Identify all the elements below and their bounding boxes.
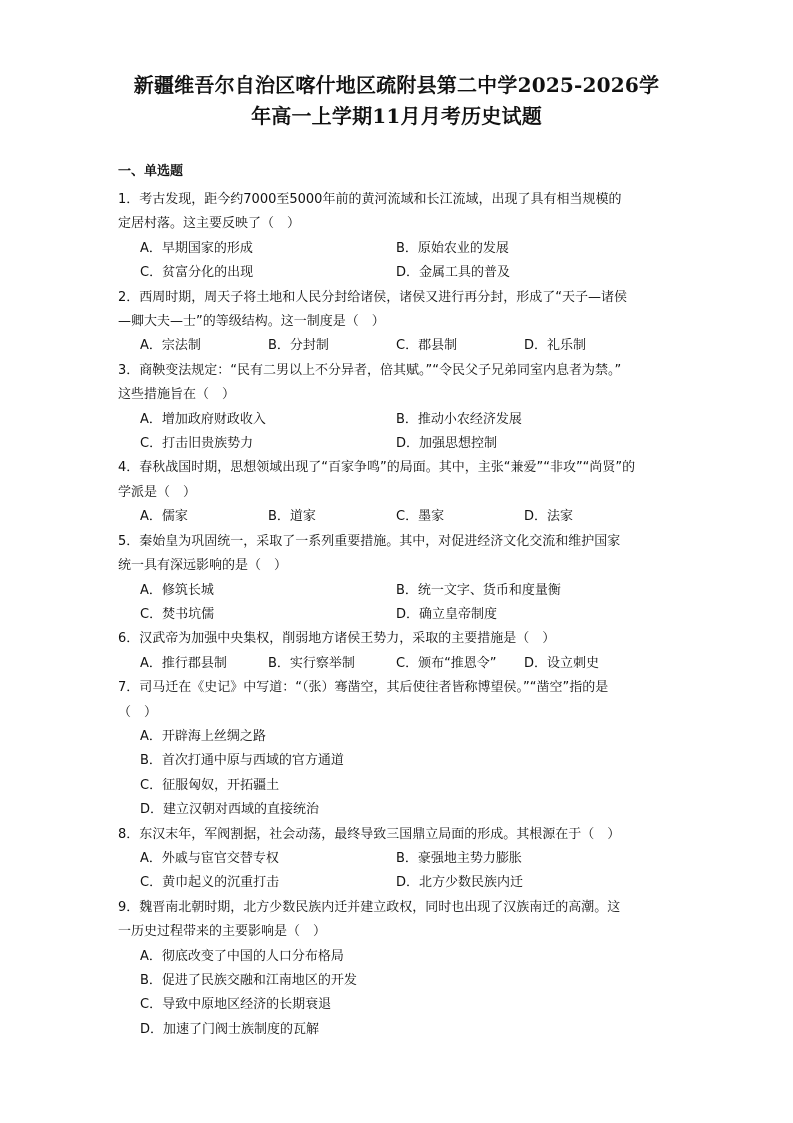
option-b: B．实行察举制 <box>268 655 355 671</box>
question-stem-line: （ ） <box>118 704 158 720</box>
question-stem-line: 9．魏晋南北朝时期，北方少数民族内迁并建立政权，同时也出现了汉族南迁的高潮。这 <box>118 899 621 915</box>
question-stem-line: 定居村落。这主要反映了（ ） <box>118 216 301 232</box>
question-2 <box>118 286 678 359</box>
option-b: B．分封制 <box>268 338 329 354</box>
option-d: D．金属工具的普及 <box>396 265 511 281</box>
option-a: A．修筑长城 <box>140 582 214 598</box>
title-line-2: 年高一上学期11月月考历史试题 <box>251 104 542 128</box>
option-b: B．促进了民族交融和江南地区的开发 <box>140 973 357 988</box>
option-c: C．征服匈奴，开拓疆土 <box>140 777 280 793</box>
option-d: D．北方少数民族内迁 <box>396 875 524 891</box>
option-d: D．加强思想控制 <box>396 436 498 452</box>
option-c: C．黄巾起义的沉重打击 <box>140 875 280 891</box>
question-stem-line: 4．春秋战国时期，思想领域出现了“百家争鸣”的局面。其中，主张“兼爱”“非攻”“尚贤”的 <box>118 460 636 476</box>
option-c: C．贫富分化的出现 <box>140 265 254 281</box>
option-c: C．墨家 <box>396 509 445 525</box>
question-5 <box>118 530 678 628</box>
option-c: C．郡县制 <box>396 338 458 354</box>
option-c: C．打击旧贵族势力 <box>140 436 254 452</box>
question-7 <box>118 676 678 822</box>
question-stem-line: 学派是（ ） <box>118 484 197 500</box>
option-a: A．增加政府财政收入 <box>140 411 266 427</box>
option-d: D．设立刺史 <box>524 655 600 671</box>
question-stem-line: —卿大夫—士”的等级结构。这一制度是（ ） <box>118 314 385 330</box>
question-6 <box>118 627 678 676</box>
question-3 <box>118 359 678 457</box>
question-stem-line: 5．秦始皇为巩固统一，采取了一系列重要措施。其中，对促进经济文化交流和维护国家 <box>118 533 621 549</box>
option-b: B．道家 <box>268 509 316 525</box>
question-1 <box>118 188 678 286</box>
option-b: B．豪强地主势力膨胀 <box>396 850 522 866</box>
question-8 <box>118 823 678 896</box>
option-a: A．早期国家的形成 <box>140 240 253 256</box>
question-stem-line: 这些措施旨在（ ） <box>118 387 236 403</box>
option-c: C．导致中原地区经济的长期衰退 <box>140 997 332 1013</box>
question-4 <box>118 456 678 529</box>
option-d: D．加速了门阀士族制度的瓦解 <box>140 1021 320 1037</box>
question-9 <box>118 896 678 1042</box>
question-stem-line: 2．西周时期，周天子将土地和人民分封给诸侯，诸侯又进行再分封，形成了“天子—诸侯 <box>118 289 628 305</box>
option-a: A．儒家 <box>140 509 188 525</box>
question-stem-line: 3．商鞅变法规定：“民有二男以上不分异者，倍其赋。”“令民父子兄弟同室内息者为禁。” <box>118 362 622 378</box>
title-line-1: 新疆维吾尔自治区喀什地区疏附县第二中学2025-2026学 <box>133 73 660 97</box>
option-d: D．法家 <box>524 509 574 525</box>
option-b: B．统一文字、货币和度量衡 <box>396 582 561 598</box>
option-a: A．宗法制 <box>140 338 201 354</box>
option-a: A．推行郡县制 <box>140 655 227 671</box>
question-stem-line: 1．考古发现，距今约7000至5000年前的黄河流域和长江流域，出现了具有相当规模的 <box>118 192 622 207</box>
option-a: A．开辟海上丝绸之路 <box>140 728 266 744</box>
option-b: B．首次打通中原与西域的官方通道 <box>140 753 344 769</box>
option-c: C．颁布“推恩令” <box>396 655 497 671</box>
question-stem-line: 8．东汉末年，军阀割据，社会动荡，最终导致三国鼎立局面的形成。其根源在于（ ） <box>118 826 621 842</box>
question-stem-line: 一历史过程带来的主要影响是（ ） <box>118 924 327 940</box>
option-b: B．原始农业的发展 <box>396 240 509 256</box>
section-heading: 一、单选题 <box>118 164 184 179</box>
page-title <box>100 70 693 132</box>
option-a: A．彻底改变了中国的人口分布格局 <box>140 948 344 964</box>
question-stem-line: 统一具有深远影响的是（ ） <box>118 558 288 574</box>
option-b: B．推动小农经济发展 <box>396 411 522 427</box>
question-stem-line: 7．司马迁在《史记》中写道：“（张）骞凿空，其后使往者皆称博望侯。”“凿空”指的是 <box>118 680 609 696</box>
option-c: C．焚书坑儒 <box>140 606 215 622</box>
option-d: D．建立汉朝对西域的直接统治 <box>140 802 320 818</box>
option-d: D．礼乐制 <box>524 338 587 354</box>
question-list <box>118 188 678 1042</box>
option-a: A．外戚与宦官交替专权 <box>140 850 279 866</box>
question-stem-line: 6．汉武帝为加强中央集权，削弱地方诸侯王势力，采取的主要措施是（ ） <box>118 631 556 647</box>
option-d: D．确立皇帝制度 <box>396 606 498 622</box>
